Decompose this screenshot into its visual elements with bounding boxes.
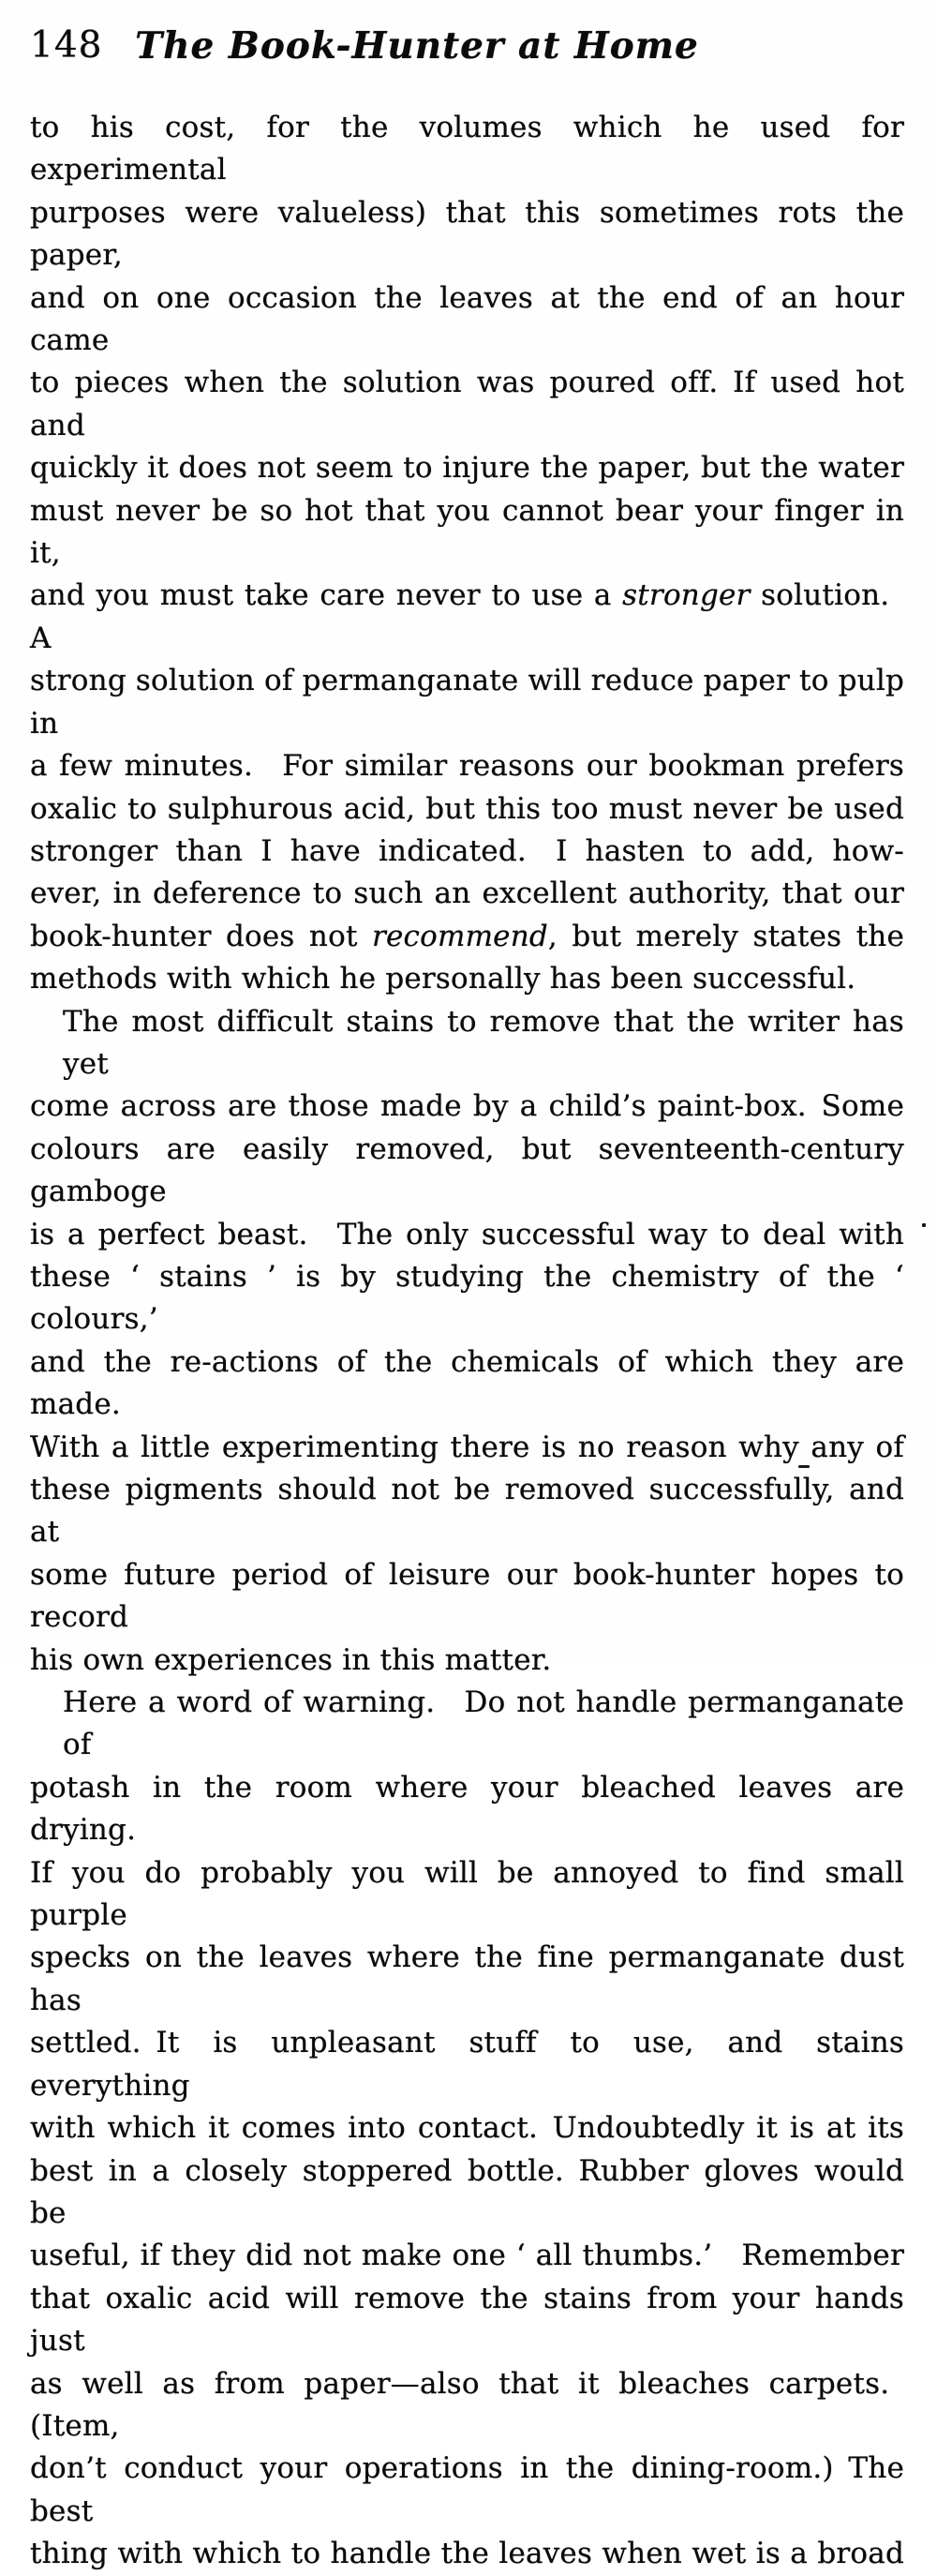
text-line [30, 1682, 904, 1767]
text-segment: to his cost, for the volumes which he used for experimental [30, 111, 904, 187]
text-line [30, 788, 904, 831]
text-segment: quickly it does not seem to injure the paper, but the water [30, 451, 904, 486]
paragraph [30, 1682, 904, 2576]
text-segment: come across are those made by a child’s paint-box. Some [30, 1089, 904, 1124]
text-segment: settled. It is unpleasant stuff to use, and stains everything [30, 2026, 904, 2103]
text-line [30, 1640, 904, 1682]
paragraph [30, 1001, 904, 1683]
text-segment: specks on the leaves where the fine permanganate dust has [30, 1940, 904, 2017]
text-segment: The most difficult stains to remove that the writer has yet [63, 1004, 904, 1081]
page-number: 148 [30, 24, 103, 67]
text-segment: solution. A [30, 578, 904, 655]
text-line [30, 1086, 904, 1128]
text-line [30, 1256, 904, 1341]
text-segment: purposes were valueless) that this sometimes rots the paper, [30, 195, 904, 273]
text-line [30, 1129, 904, 1214]
scan-artifact [798, 1465, 810, 1468]
text-segment: to pieces when the solution was poured off. If used hot and [30, 366, 904, 442]
text-line [30, 362, 904, 447]
text-line [30, 1767, 904, 1852]
text-segment: stronger than I have indicated. I hasten to add, how- [30, 833, 904, 868]
text-line [30, 1427, 904, 1469]
text-line [30, 192, 904, 277]
text-segment: his own experiences in this matter. [30, 1642, 552, 1677]
running-header [30, 22, 904, 75]
text-line [30, 2363, 904, 2449]
text-segment: these pigments should not be removed successfully, and at [30, 1473, 904, 1550]
scan-artifact [922, 1223, 926, 1227]
text-segment: useful, if they did not make one ‘ all thumbs.’ Remember [30, 2239, 904, 2273]
text-line [30, 2533, 904, 2575]
text-segment: is a perfect beast. The only successful way to deal with [30, 1217, 904, 1251]
text-segment: oxalic to sulphurous acid, but this too must never be used [30, 791, 904, 826]
text-segment: a few minutes. For similar reasons our bookman prefers [30, 749, 904, 784]
text-line [30, 745, 904, 787]
text-line [30, 447, 904, 489]
text-line [30, 2235, 904, 2277]
text-segment: methods with which he personally has been successful. [30, 962, 856, 996]
text-line [30, 660, 904, 745]
text-segment: colours are easily removed, but seventeenth-century gamboge [30, 1131, 904, 1209]
text-line [30, 1469, 904, 1554]
text-segment: potash in the room where your bleached leaves are drying. [30, 1770, 904, 1848]
running-title: The Book-Hunter at Home [135, 24, 699, 67]
text-segment: ever, in deference to such an excellent authority, that our [30, 876, 904, 911]
paragraph [30, 107, 904, 1001]
text-line [30, 831, 904, 873]
text-line [30, 277, 904, 363]
text-line [30, 1214, 904, 1256]
text-segment: must never be so hot that you cannot bear your finger in it, [30, 493, 904, 571]
italic-text-segment: recommend [371, 919, 548, 953]
text-line [30, 916, 904, 958]
text-line [30, 2150, 904, 2236]
text-segment: and the re-actions of the chemicals of which they are made. [30, 1344, 904, 1422]
text-line [30, 490, 904, 576]
text-line [30, 2448, 904, 2533]
text-line [30, 958, 904, 1000]
text-segment: If you do probably you will be annoyed to find small purple [30, 1855, 904, 1933]
page-body [30, 107, 904, 2576]
text-line [30, 1001, 904, 1086]
text-line [30, 2107, 904, 2149]
text-segment: with which it comes into contact. Undoubtedly it is at its [30, 2111, 904, 2146]
text-line [30, 2278, 904, 2363]
text-line [30, 107, 904, 192]
text-line [30, 1341, 904, 1427]
text-line [30, 1937, 904, 2022]
text-line [30, 1852, 904, 1938]
text-line [30, 575, 904, 660]
text-segment: book-hunter does not [30, 919, 372, 953]
text-line [30, 2022, 904, 2107]
text-segment: these ‘ stains ’ is by studying the chemistry of the ‘ colours,’ [30, 1259, 904, 1337]
text-segment: thing with which to handle the leaves when wet is a broad [30, 2537, 904, 2571]
text-segment: and you must take care never to use a [30, 578, 623, 613]
text-segment: some future period of leisure our book-hunter hopes to record [30, 1557, 904, 1635]
italic-text-segment: stronger [622, 578, 751, 613]
text-segment: best in a closely stoppered bottle. Rubber gloves would be [30, 2153, 904, 2230]
text-segment: as well as from paper—also that it bleaches carpets. (Item, [30, 2366, 904, 2443]
text-segment: strong solution of permanganate will reduce paper to pulp in [30, 664, 904, 741]
text-segment: With a little experimenting there is no reason why any of [30, 1430, 904, 1464]
text-line [30, 1554, 904, 1640]
text-segment: , but merely states the [547, 919, 904, 953]
text-segment: that oxalic acid will remove the stains from your hands just [30, 2281, 904, 2359]
text-segment: and on one occasion the leaves at the end of an hour came [30, 280, 904, 358]
text-segment: Here a word of warning. Do not handle permanganate of [63, 1685, 904, 1762]
text-line [30, 873, 904, 915]
text-segment: don’t conduct your operations in the dining-room.) The best [30, 2451, 904, 2528]
